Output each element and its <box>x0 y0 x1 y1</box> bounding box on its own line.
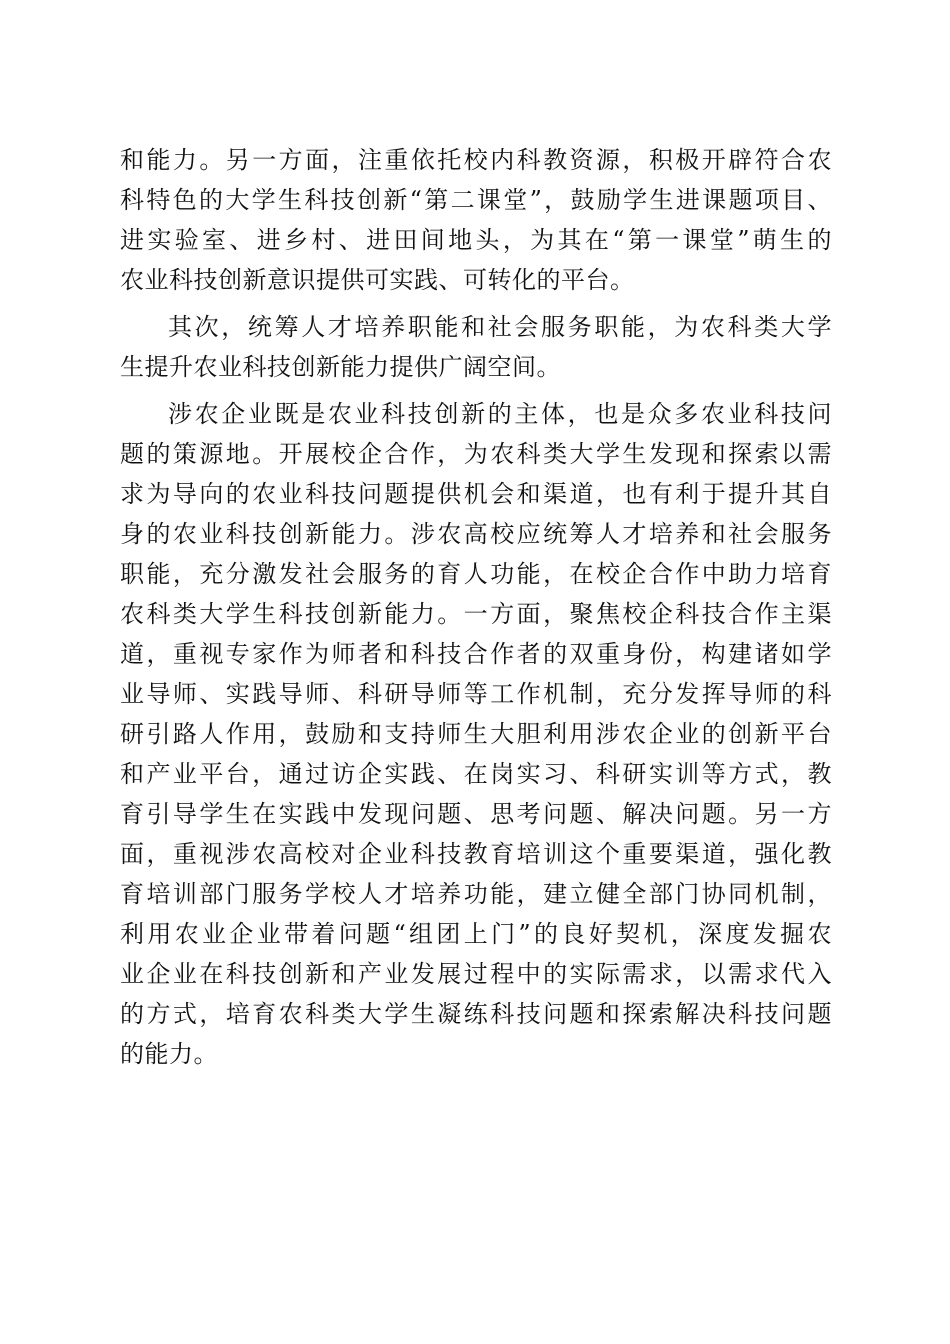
paragraph <box>120 307 832 387</box>
text-line: 科特色的大学生科技创新“第二课堂”，鼓励学生进课题项目、 <box>120 186 832 214</box>
text-line: 利用农业企业带着问题“组团上门”的良好契机，深度发掘农 <box>120 920 832 948</box>
text-line: 育培训部门服务学校人才培养功能，建立健全部门协同机制， <box>120 880 832 908</box>
text-line: 生提升农业科技创新能力提供广阔空间。 <box>120 353 561 381</box>
text-line: 农科类大学生科技创新能力。一方面，聚焦校企科技合作主渠 <box>120 600 832 628</box>
text-line: 进实验室、进乡村、进田间地头，为其在“第一课堂”萌生的 <box>120 226 832 254</box>
text-line: 的方式，培育农科类大学生凝练科技问题和探索解决科技问题 <box>120 1000 832 1028</box>
text-line: 业导师、实践导师、科研导师等工作机制，充分发挥导师的科 <box>120 680 832 708</box>
text-line: 的能力。 <box>120 1040 218 1068</box>
text-line: 业企业在科技创新和产业发展过程中的实际需求，以需求代入 <box>120 960 832 988</box>
paragraph-gap <box>120 300 832 307</box>
paragraph <box>120 394 832 1074</box>
text-line: 涉农企业既是农业科技创新的主体，也是众多农业科技问 <box>168 400 832 428</box>
text-line: 求为导向的农业科技问题提供机会和渠道，也有利于提升其自 <box>120 480 832 508</box>
text-line: 题的策源地。开展校企合作，为农科类大学生发现和探索以需 <box>120 440 832 468</box>
body-text <box>120 140 832 1074</box>
text-line: 身的农业科技创新能力。涉农高校应统筹人才培养和社会服务 <box>120 520 832 548</box>
text-line: 职能，充分激发社会服务的育人功能，在校企合作中助力培育 <box>120 560 832 588</box>
text-line: 和产业平台，通过访企实践、在岗实习、科研实训等方式，教 <box>120 760 832 788</box>
text-line: 道，重视专家作为师者和科技合作者的双重身份，构建诸如学 <box>120 640 832 668</box>
text-line: 和能力。另一方面，注重依托校内科教资源，积极开辟符合农 <box>120 146 832 174</box>
text-line: 农业科技创新意识提供可实践、可转化的平台。 <box>120 266 635 294</box>
text-line: 面，重视涉农高校对企业科技教育培训这个重要渠道，强化教 <box>120 840 832 868</box>
text-line: 研引路人作用，鼓励和支持师生大胆利用涉农企业的创新平台 <box>120 720 832 748</box>
text-line: 育引导学生在实践中发现问题、思考问题、解决问题。另一方 <box>120 800 832 828</box>
paragraph-gap <box>120 387 832 394</box>
text-line: 其次，统筹人才培养职能和社会服务职能，为农科类大学 <box>168 313 832 341</box>
paragraph <box>120 140 832 300</box>
